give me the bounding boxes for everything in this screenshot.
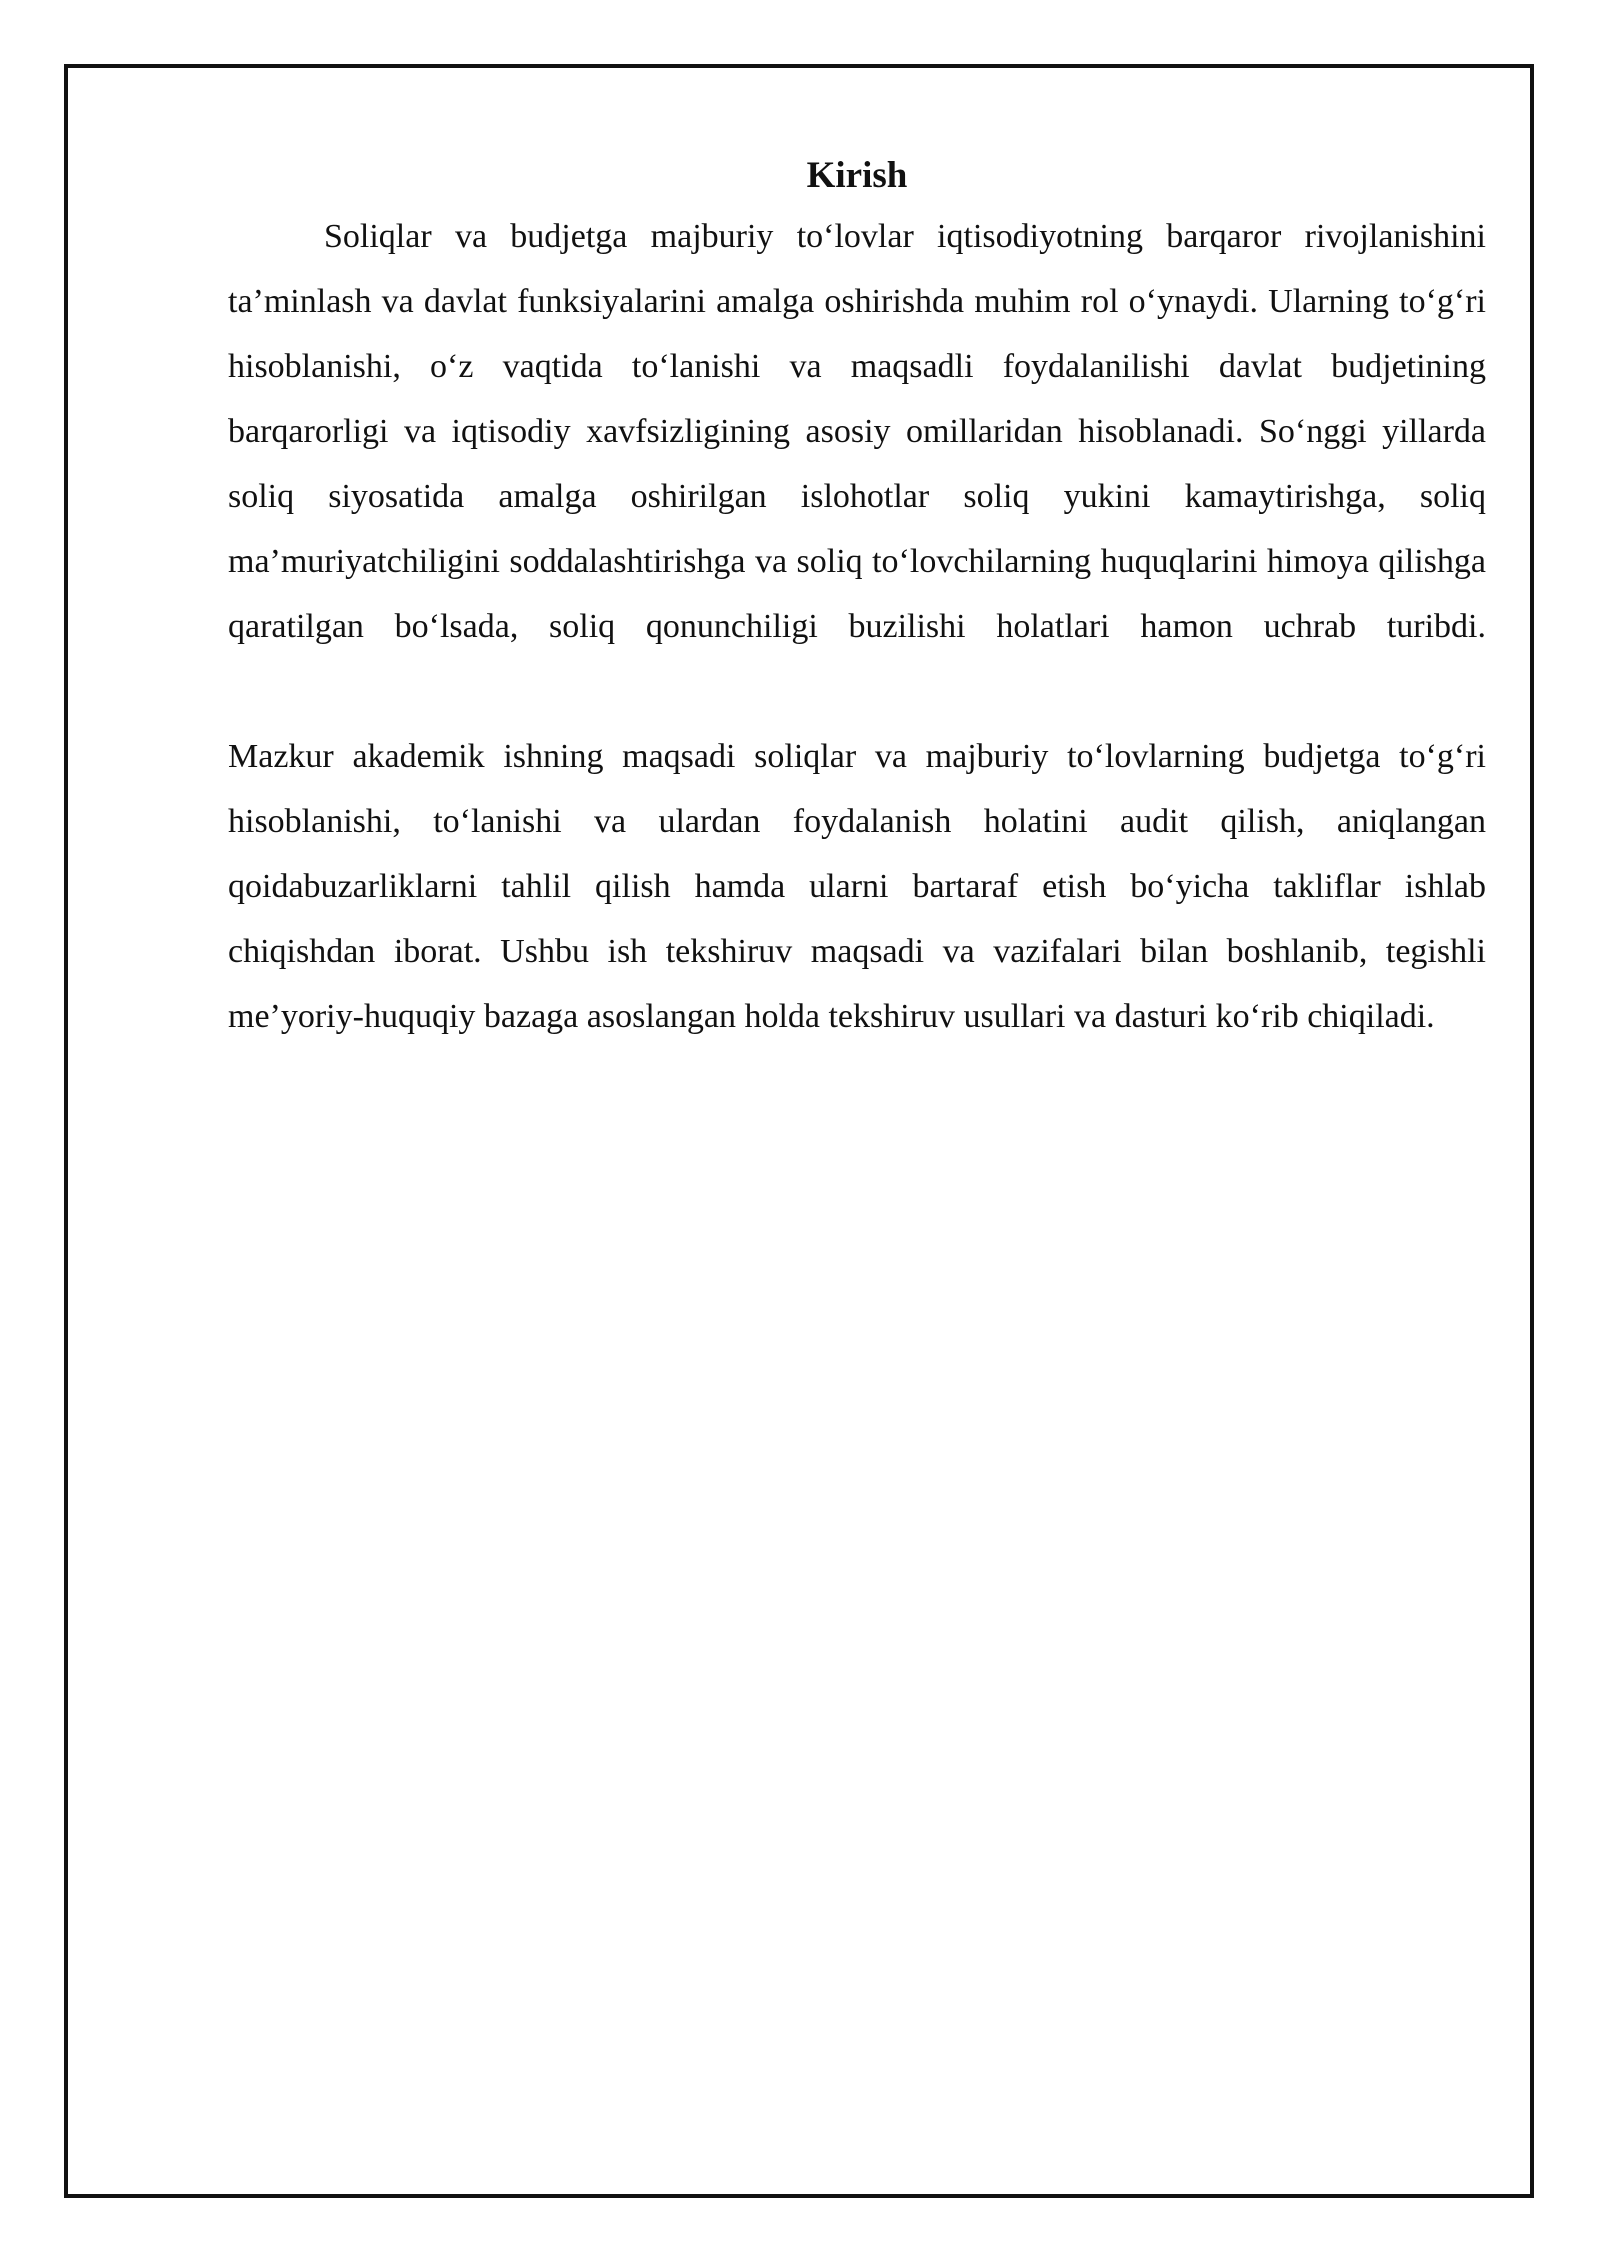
document-title: Kirish <box>806 155 908 196</box>
document-body <box>228 148 1486 1049</box>
paragraph-spacer <box>228 659 1486 724</box>
paragraph-purpose: Mazkur akademik ishning maqsadi soliqlar va majburiy to‘lovlarning budjetga to‘g‘ri hisoblanishi, to‘lanishi va ulardan foydalanish holatini audit qilish, aniqlangan qoidabuzarliklarni tahlil qilish hamda ularni bartaraf etish bo‘yicha takliflar ishlab chiqishdan iborat. Ushbu ish tekshiruv maqsadi va vazifalari bilan boshlanib, tegishli me’yoriy-huquqiy bazaga asoslangan holda tekshiruv usullari va dasturi ko‘rib chiqiladi. <box>228 738 1486 1035</box>
paragraph-introduction: Soliqlar va budjetga majburiy to‘lovlar iqtisodiyotning barqaror rivojlanishini ta’minlash va davlat funksiyalarini amalga oshirishda muhim rol o‘ynaydi. Ularning to‘g‘ri hisoblanishi, o‘z vaqtida to‘lanishi va maqsadli foydalanilishi davlat budjetining barqarorligi va iqtisodiy xavfsizligining asosiy omillaridan hisoblanadi. So‘nggi yillarda soliq siyosatida amalga oshirilgan islohotlar soliq yukini kamaytirishga, soliq ma’muriyatchiligini soddalashtirishga va soliq to‘lovchilarning huquqlarini himoya qilishga qaratilgan bo‘lsada, soliq qonunchiligi buzilishi holatlari hamon uchrab turibdi. <box>228 218 1486 645</box>
